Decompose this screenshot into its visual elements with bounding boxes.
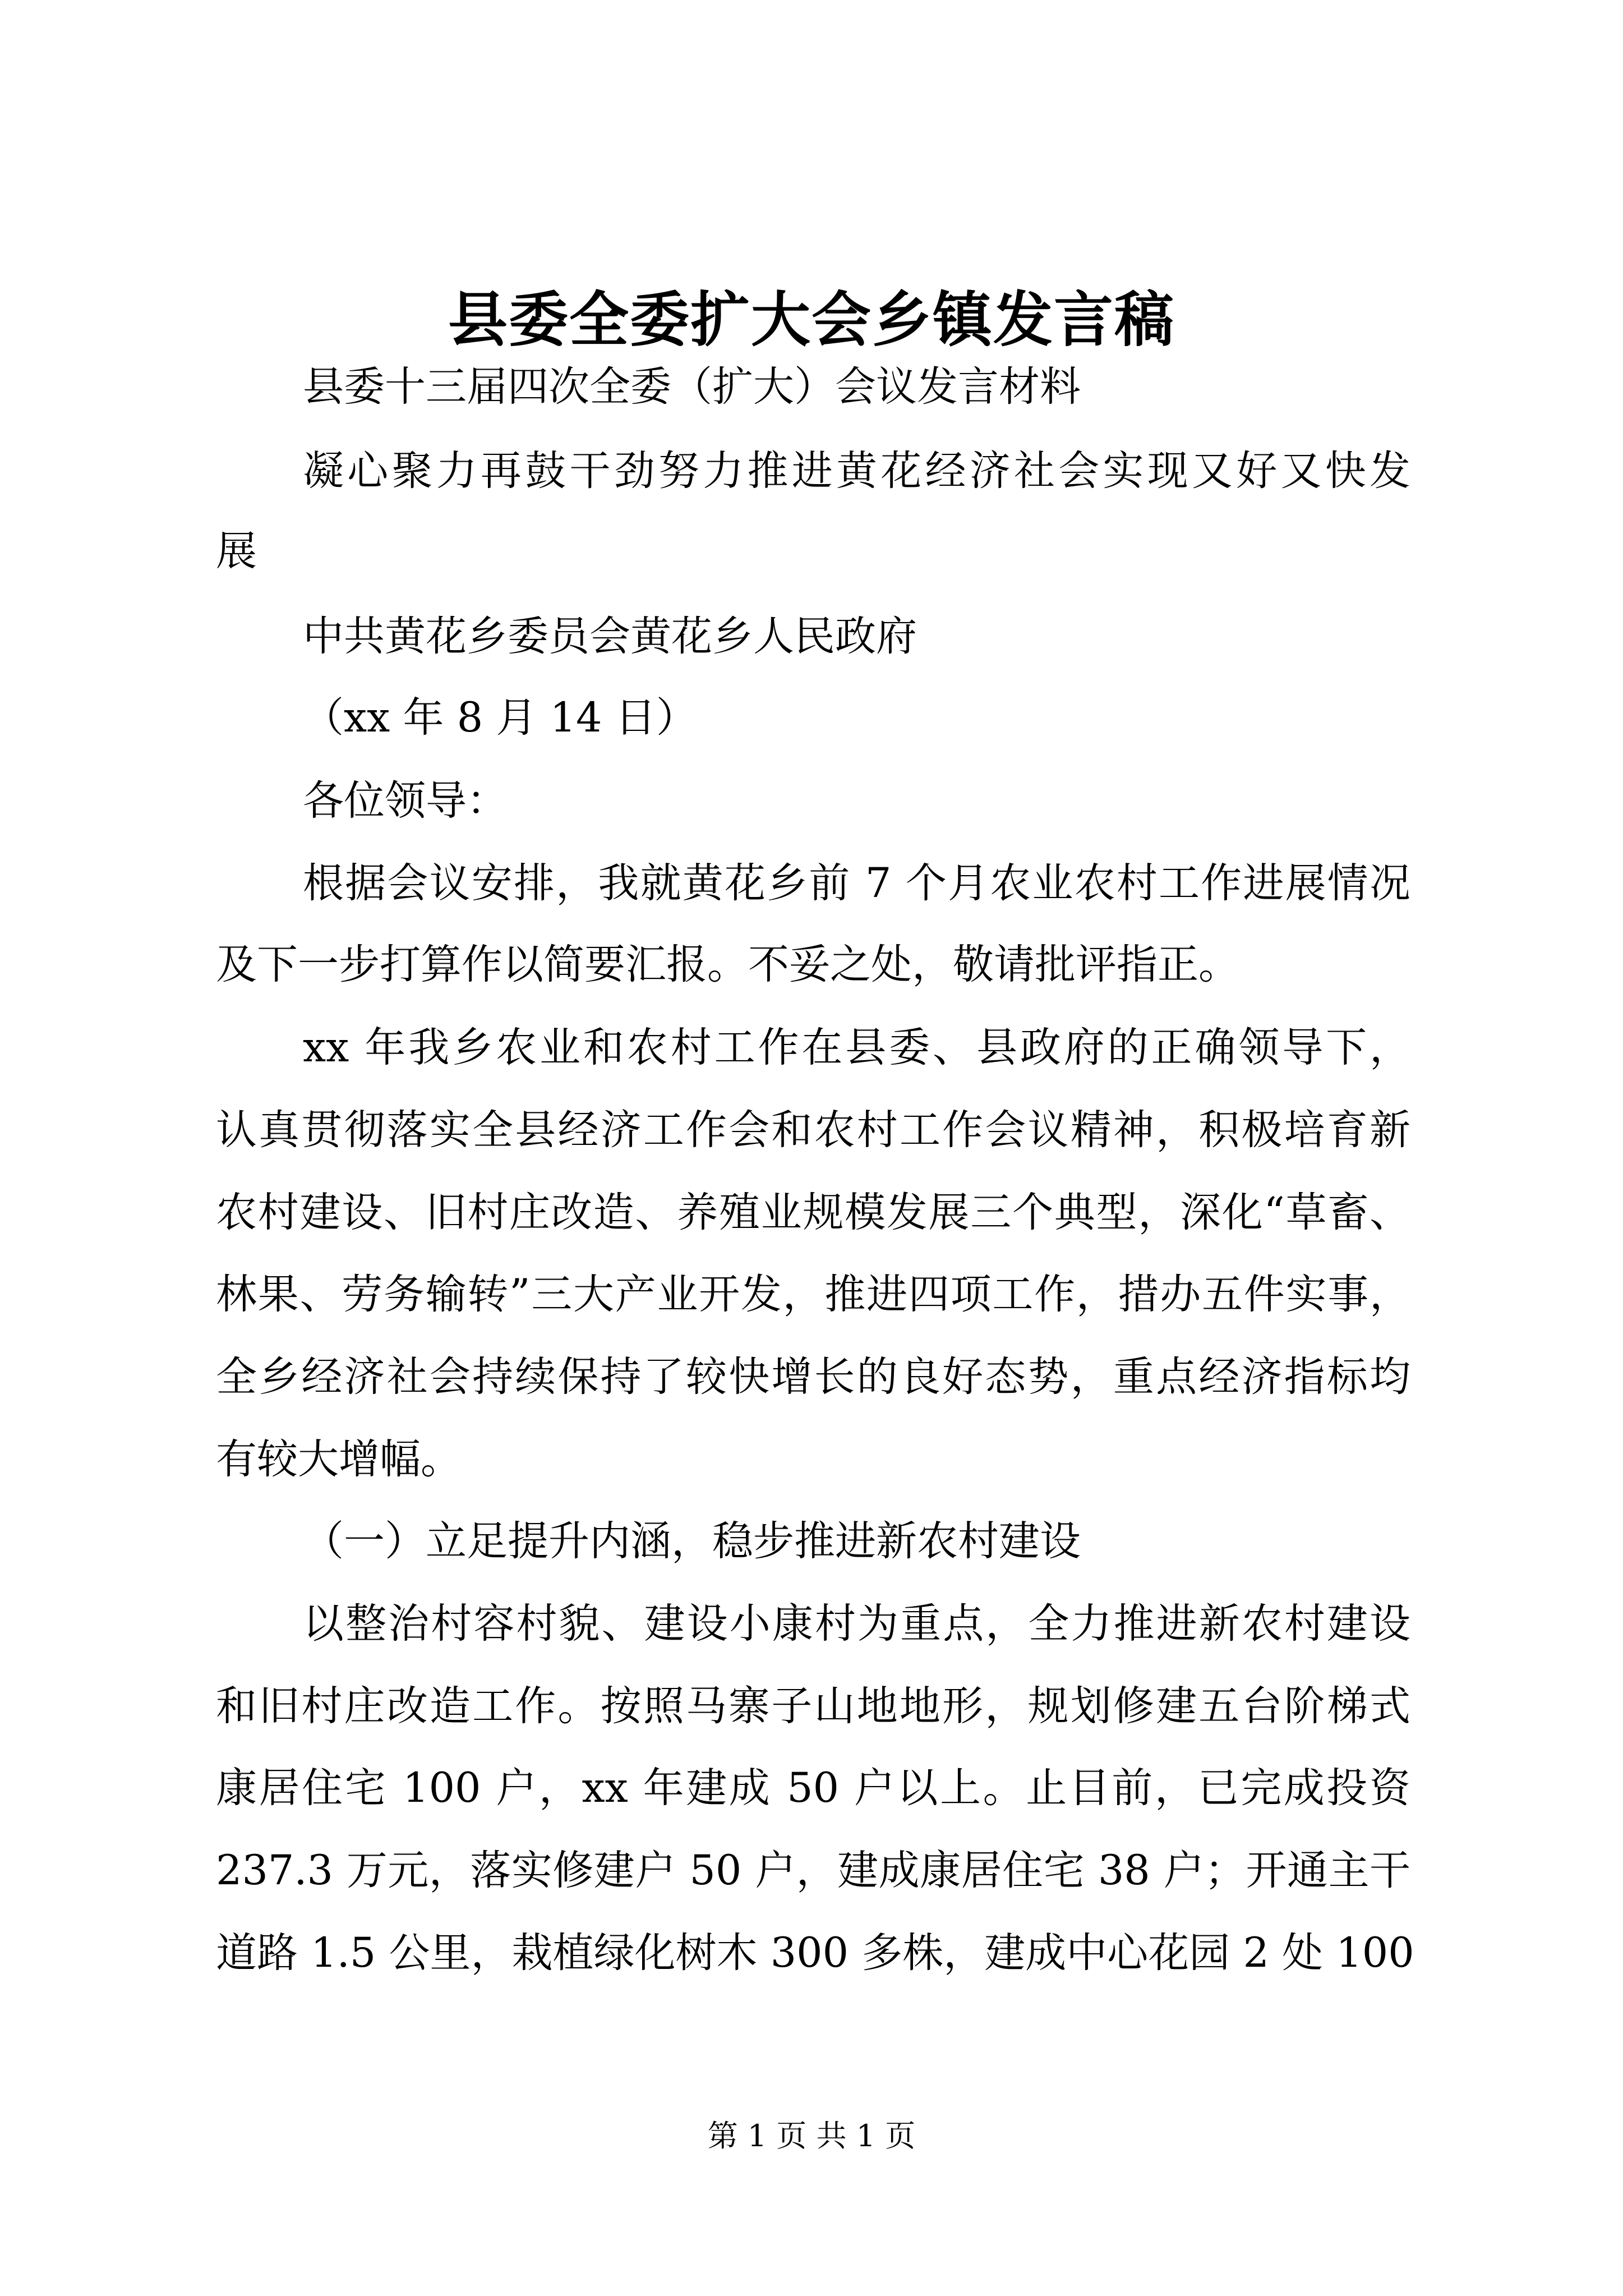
paragraph-line: 道路 1.5 公里，栽植绿化树木 300 多株，建成中心花园 2 处 100 bbox=[216, 1929, 1414, 1977]
paragraph-line: 林果、劳务输转”三大产业开发，推进四项工作，措办五件实事， bbox=[216, 1271, 1410, 1318]
paragraph-line: xx 年我乡农业和农村工作在县委、县政府的正确领导下， bbox=[303, 1024, 1410, 1071]
salutation: 各位领导： bbox=[303, 777, 508, 825]
paragraph-line: 及下一步打算作以简要汇报。不妥之处，敬请批评指正。 bbox=[216, 941, 1239, 988]
paragraph-line: 237.3 万元，落实修建户 50 户，建成康居住宅 38 户；开通主干 bbox=[216, 1847, 1410, 1894]
paragraph-line: 以整治村容村貌、建设小康村为重点，全力推进新农村建设 bbox=[303, 1600, 1410, 1648]
speech-theme-line-end: 展 bbox=[216, 527, 257, 575]
page-footer: 第 1 页 共 1 页 bbox=[707, 2118, 916, 2154]
paragraph-line: 农村建设、旧村庄改造、养殖业规模发展三个典型，深化“草畜、 bbox=[216, 1189, 1410, 1236]
speech-theme-line: 凝心聚力再鼓干劲努力推进黄花经济社会实现又好又快发 bbox=[303, 447, 1410, 495]
paragraph-line: 根据会议安排，我就黄花乡前 7 个月农业农村工作进展情况 bbox=[303, 859, 1410, 907]
paragraph-line: 康居住宅 100 户，xx 年建成 50 户以上。止目前，已完成投资 bbox=[216, 1764, 1410, 1812]
issuer: 中共黄花乡委员会黄花乡人民政府 bbox=[303, 613, 917, 660]
paragraph-line: 全乡经济社会持续保持了较快增长的良好态势，重点经济指标均 bbox=[216, 1353, 1410, 1401]
meeting-subtitle: 县委十三届四次全委（扩大）会议发言材料 bbox=[303, 363, 1081, 411]
date-line: （xx 年 8 月 14 日） bbox=[303, 694, 697, 742]
paragraph-line: 认真贯彻落实全县经济工作会和农村工作会议精神，积极培育新 bbox=[216, 1106, 1410, 1154]
section-heading: （一）立足提升内涵，稳步推进新农村建设 bbox=[303, 1517, 1081, 1565]
document-title: 县委全委扩大会乡镇发言稿 bbox=[448, 284, 1175, 355]
paragraph-line: 和旧村庄改造工作。按照马寨子山地地形，规划修建五台阶梯式 bbox=[216, 1682, 1410, 1730]
paragraph-line: 有较大增幅。 bbox=[216, 1435, 462, 1483]
